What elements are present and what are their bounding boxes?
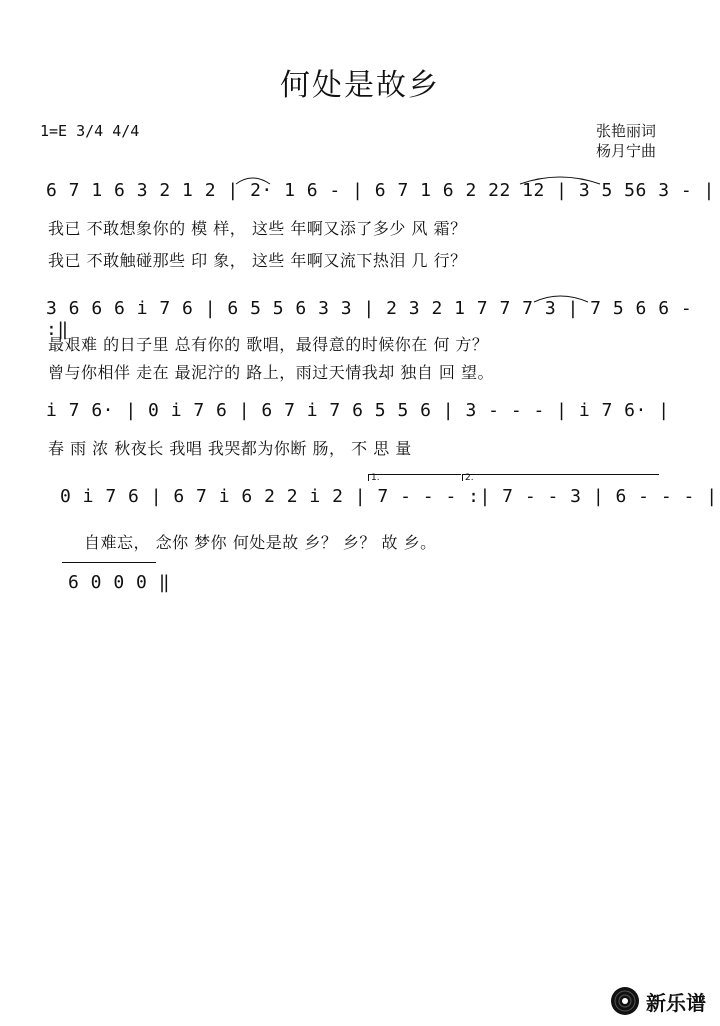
notation-line: 0 i 7 6 | 6 7 i 6 2 2 i 2 | 7 - - - :| 7 - - 3 | 6 - - - | [60,486,718,507]
ending-bracket [62,562,156,563]
key-signature: 1=E 3/4 4/4 [40,122,140,140]
composer-credit: 杨月宁曲 [595,142,656,160]
first-ending-bracket [368,474,461,481]
song-title: 何处是故乡 [280,68,440,103]
vinyl-record-icon [610,986,640,1016]
first-ending-label: 1. [371,473,380,483]
second-ending-bracket [462,474,659,481]
lyric-verse-2: 曾与你相伴 走在 最泥泞的 路上，雨过天情我却 独自 回 望。 [48,363,495,382]
lyric-verse-1: 最艰难 的日子里 总有你的 歌唱，最得意的时候你在 何 方？ [48,335,489,354]
notation-line: 6 7 1 6 3 2 1 2 | 2· 1 6 - | 6 7 1 6 2 22 12 | 3 5 56 3 - | [46,180,715,201]
lyric-verse-1: 自难忘， 念你 梦你 何处是故 乡？ 乡？ 故 乡。 [84,533,437,552]
lyric-verse-2: 我已 不敢触碰那些 印 象， 这些 年啊又流下热泪 几 行？ [48,251,467,270]
notation-line: 6 0 0 0 ‖ [68,572,171,593]
second-ending-label: 2. [465,473,474,483]
lyricist-credit: 张艳丽词 [595,122,656,140]
lyric-verse-1: 春 雨 浓 秋夜长 我唱 我哭都为你断 肠， 不 思 量 [48,439,412,458]
lyric-verse-1: 我已 不敢想象你的 模 样， 这些 年啊又添了多少 风 霜？ [48,219,467,238]
logo-text: 新乐谱 [646,990,706,1015]
notation-line: 3 6 6 6 i 7 6 | 6 5 5 6 3 3 | 2 3 2 1 7 7 7 3 | 7 5 6 6 - :‖ [46,298,693,340]
notation-line: i 7 6· | 0 i 7 6 | 6 7 i 7 6 5 5 6 | 3 - - - | i 7 6· | [46,400,670,421]
site-logo[interactable] [610,986,706,1016]
